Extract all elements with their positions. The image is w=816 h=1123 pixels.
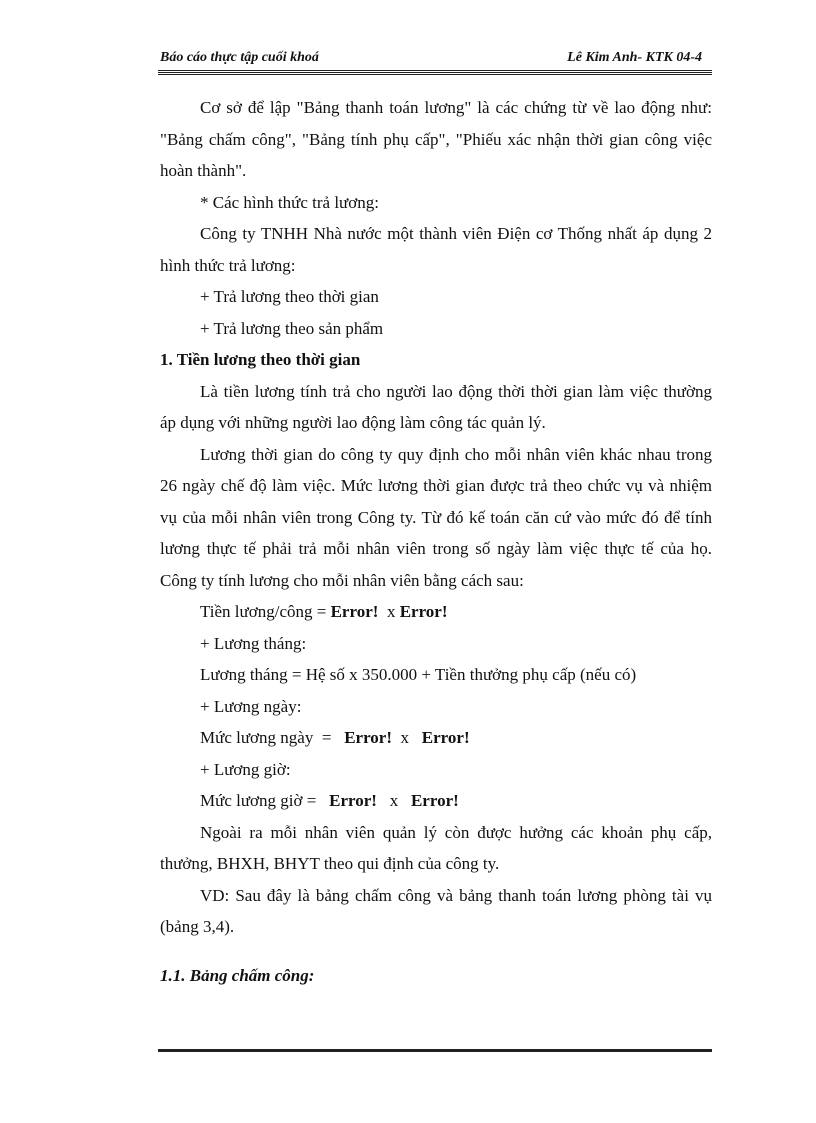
document-body — [160, 92, 712, 991]
formula-multiply: x — [376, 791, 411, 810]
page-header — [160, 48, 712, 70]
paragraph-basis: Cơ sở để lập "Bảng thanh toán lương" là các chứng từ về lao động như: "Bảng chấm công", "Bảng tính phụ cấp", "Phiếu xác nhận thời gian công việc hoàn thành". — [160, 98, 712, 180]
header-rule-thin — [158, 74, 712, 75]
header-rule — [158, 70, 712, 73]
formula-error-1: Error! — [329, 791, 377, 810]
formula-multiply: x — [392, 728, 422, 747]
formula-error-2: Error! — [410, 791, 459, 810]
list-item-daily-wage: + Lương ngày: — [200, 696, 302, 716]
formula-label: Mức lương giờ = — [200, 791, 330, 810]
header-report-title: Báo cáo thực tập cuối khoá — [160, 50, 319, 65]
list-item-hourly-wage: + Lương giờ: — [200, 759, 291, 779]
formula-monthly-wage: Lương tháng = Hệ số x 350.000 + Tiền thưởng phụ cấp (nếu có) — [200, 665, 637, 684]
list-item-monthly-wage: + Lương tháng: — [200, 633, 307, 653]
list-item-product-based: + Trả lương theo sản phẩm — [200, 318, 384, 338]
formula-error-2: Error! — [421, 728, 470, 747]
paragraph-time-wage-definition: Là tiền lương tính trả cho người lao động thời thời gian làm việc thường áp dụng với những người lao động làm công tác quản lý. — [160, 381, 712, 432]
formula-wage-per-day-worked — [160, 596, 712, 628]
formula-error-1: Error! — [330, 602, 379, 621]
section-heading-timesheet: 1.1. Bảng chấm công: — [160, 965, 315, 985]
section-heading-time-wage: 1. Tiền lương theo thời gian — [160, 350, 361, 369]
paragraph-payment-forms: * Các hình thức trả lương: — [200, 192, 379, 212]
formula-error-1: Error! — [344, 728, 393, 747]
footer-rule — [158, 1049, 712, 1052]
formula-hourly-wage — [160, 785, 712, 817]
formula-multiply: x — [378, 602, 400, 621]
list-item-time-based: + Trả lương theo thời gian — [200, 287, 379, 306]
paragraph-allowances: Ngoài ra mỗi nhân viên quản lý còn được hưởng các khoản phụ cấp, thưởng, BHXH, BHYT theo qui định của công ty. — [160, 822, 712, 873]
header-author: Lê Kim Anh- KTK 04-4 — [567, 50, 702, 65]
paragraph-company-forms: Công ty TNHH Nhà nước một thành viên Điện cơ Thống nhất áp dụng 2 hình thức trả lương: — [160, 224, 712, 275]
formula-error-2: Error! — [399, 602, 448, 621]
paragraph-time-wage-rules: Lương thời gian do công ty quy định cho mỗi nhân viên khác nhau trong 26 ngày chế độ làm việc. Mức lương thời gian được trả theo chức vụ và nhiệm vụ của mỗi nhân viên trong Công ty. Từ đó kế toán căn cứ vào mức đó để tính lương thực tế phải trả mỗi nhân viên trong số ngày làm việc thực tế của họ. Công ty tính lương cho mỗi nhân viên bằng cách sau: — [160, 444, 712, 590]
formula-label: Tiền lương/công = — [200, 602, 331, 621]
paragraph-example: VD: Sau đây là bảng chấm công và bảng thanh toán lương phòng tài vụ (bảng 3,4). — [160, 885, 712, 936]
formula-label: Mức lương ngày = — [200, 728, 345, 747]
formula-daily-wage — [160, 722, 712, 754]
